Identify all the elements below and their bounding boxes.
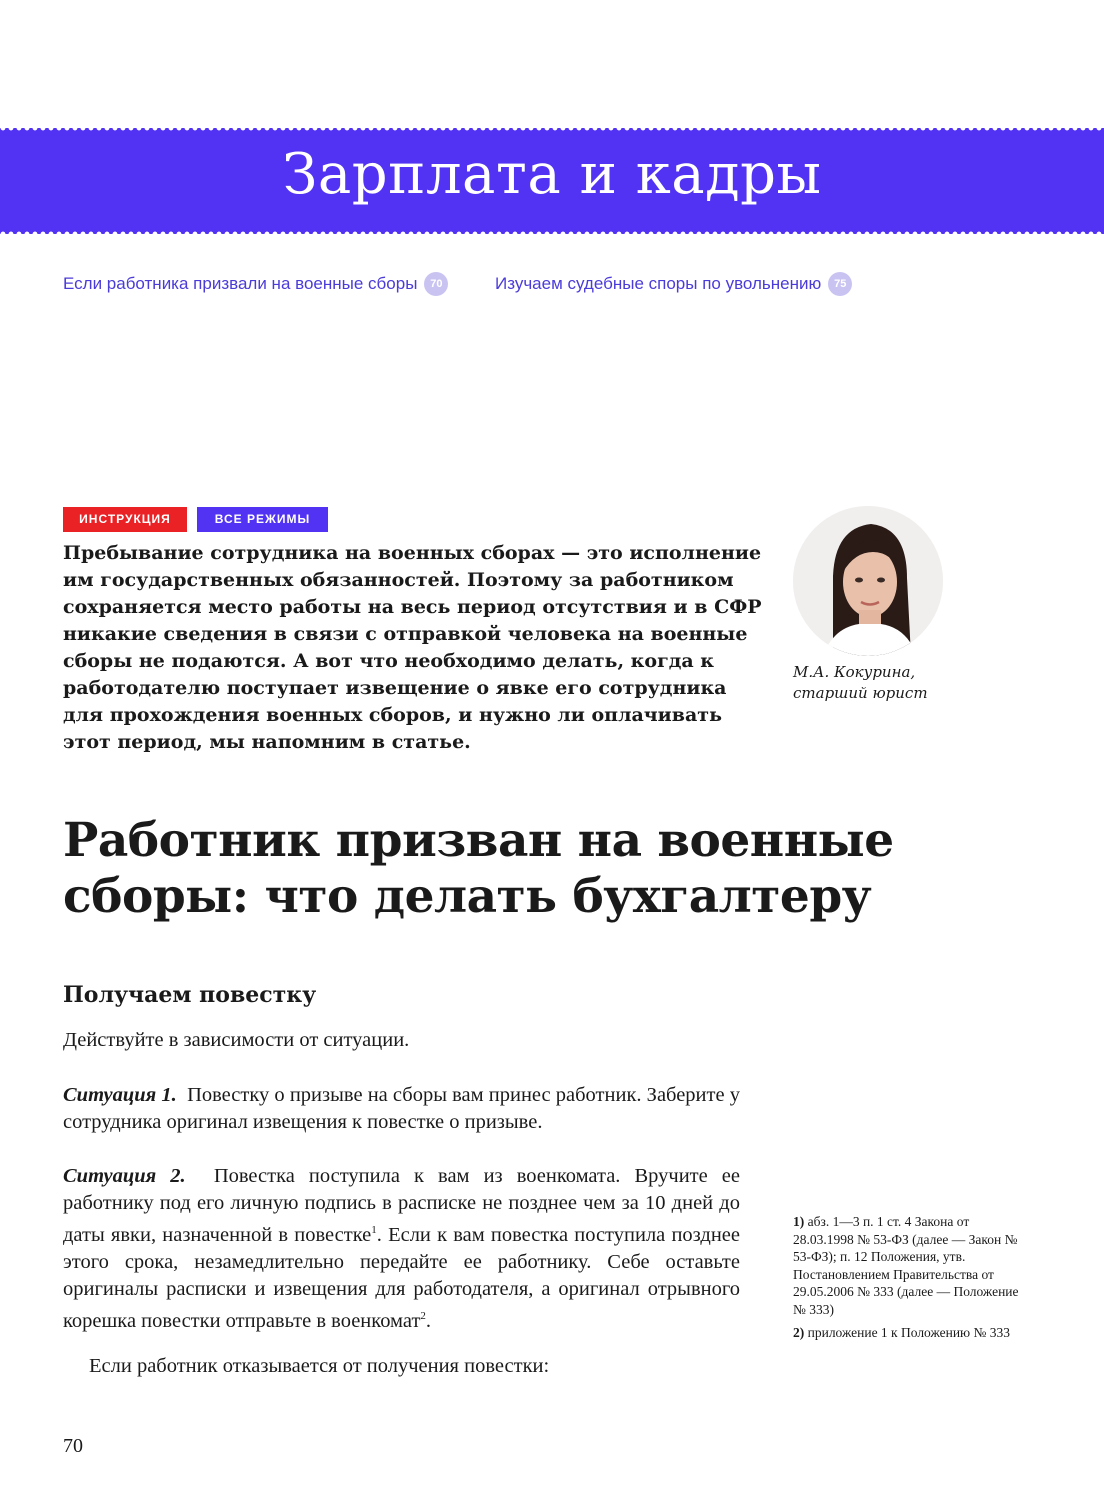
banner-perforated-edge-top [0,125,1104,131]
toc-link-label: Если работника призвали на военные сборы [63,274,418,293]
footnote-1 [793,1213,1023,1318]
article-title-line: сборы: что делать бухгалтеру [63,869,872,924]
toc-link-military-training[interactable] [63,272,448,296]
body-refusal: Если работник отказывается от получения повестки: [89,1355,550,1377]
situation-1-text: Повестку о призыве на сборы вам принес работник. Заберите у сотрудника оригинал извещения к повестке о призыве. [63,1084,740,1133]
toc-page-number: 75 [828,272,852,296]
situation-1-label: Ситуация 1. [63,1084,177,1106]
author-caption [793,662,928,704]
footnote-number: 2) [793,1325,805,1340]
footnote-ref-2[interactable]: 2 [420,1309,426,1322]
section-banner [0,128,1104,234]
banner-perforated-edge-bottom [0,231,1104,237]
author-portrait-icon [793,506,943,656]
footnote-text: абз. 1—3 п. 1 ст. 4 Закона от 28.03.1998 № 53-ФЗ (далее — Закон № 53-ФЗ); п. 12 Положения, утв. Постановлением Правительства от 29.05.2006 № 333 (далее — Положение № 333) [793,1214,1019,1317]
article-title-line: Работник призван на военные [63,813,894,868]
footnote-number: 1) [793,1214,805,1229]
situation-2-text: Повестка поступила к вам из военкомата. Вручите ее работнику под его личную подпись в расписке не позднее чем за 10 дней до даты явки, назначенной в повестке [63,1165,740,1246]
badge-all-regimes: ВСЕ РЕЖИМЫ [197,507,328,532]
situation-2-text: . [425,1309,432,1332]
section-subheading: Получаем повестку [63,982,317,1008]
toc-page-number: 70 [424,272,448,296]
body-situation-1 [63,1082,740,1136]
article-title [63,813,963,925]
toc-link-dismissal-disputes[interactable] [495,272,852,296]
author-photo [793,506,943,656]
badge-instruction: ИНСТРУКЦИЯ [63,507,187,532]
author-name: М.А. Кокурина, [793,663,916,681]
body-intro: Действуйте в зависимости от ситуации. [63,1029,410,1051]
footnote-text: приложение 1 к Положению № 333 [807,1325,1011,1340]
lead-paragraph: Пребывание сотрудника на военных сборах — это исполнение им государственных обязанностей. Поэтому за работником сохраняется место работы на весь период отсутствия и в СФР никакие сведения в связи с отправкой человека на военные сборы не подаются. А вот что необходимо делать, когда к работодателю поступает извещение о явке его сотрудника для прохождения военных сборов, и нужно ли оплачивать этот период, мы напомним в статье. [63,542,762,753]
situation-2-text: . Если к вам повестка поступила позднее этого срока, незамедлительно передайте ее работнику. Себе оставьте оригиналы расписки и извещения для работодателя, а оригинал отрывного корешка повестки отправьте в военкомат [63,1223,740,1332]
body-situation-2 [63,1163,740,1335]
footnote-2 [793,1324,1023,1342]
situation-2-label: Ситуация 2. [63,1165,186,1187]
footnote-ref-1[interactable]: 1 [371,1224,377,1236]
section-title: Зарплата и кадры [282,142,822,207]
footnotes [793,1213,1023,1348]
toc-link-label: Изучаем судебные споры по увольнению [495,274,822,293]
author-position: старший юрист [793,684,928,702]
page-number: 70 [63,1435,83,1457]
